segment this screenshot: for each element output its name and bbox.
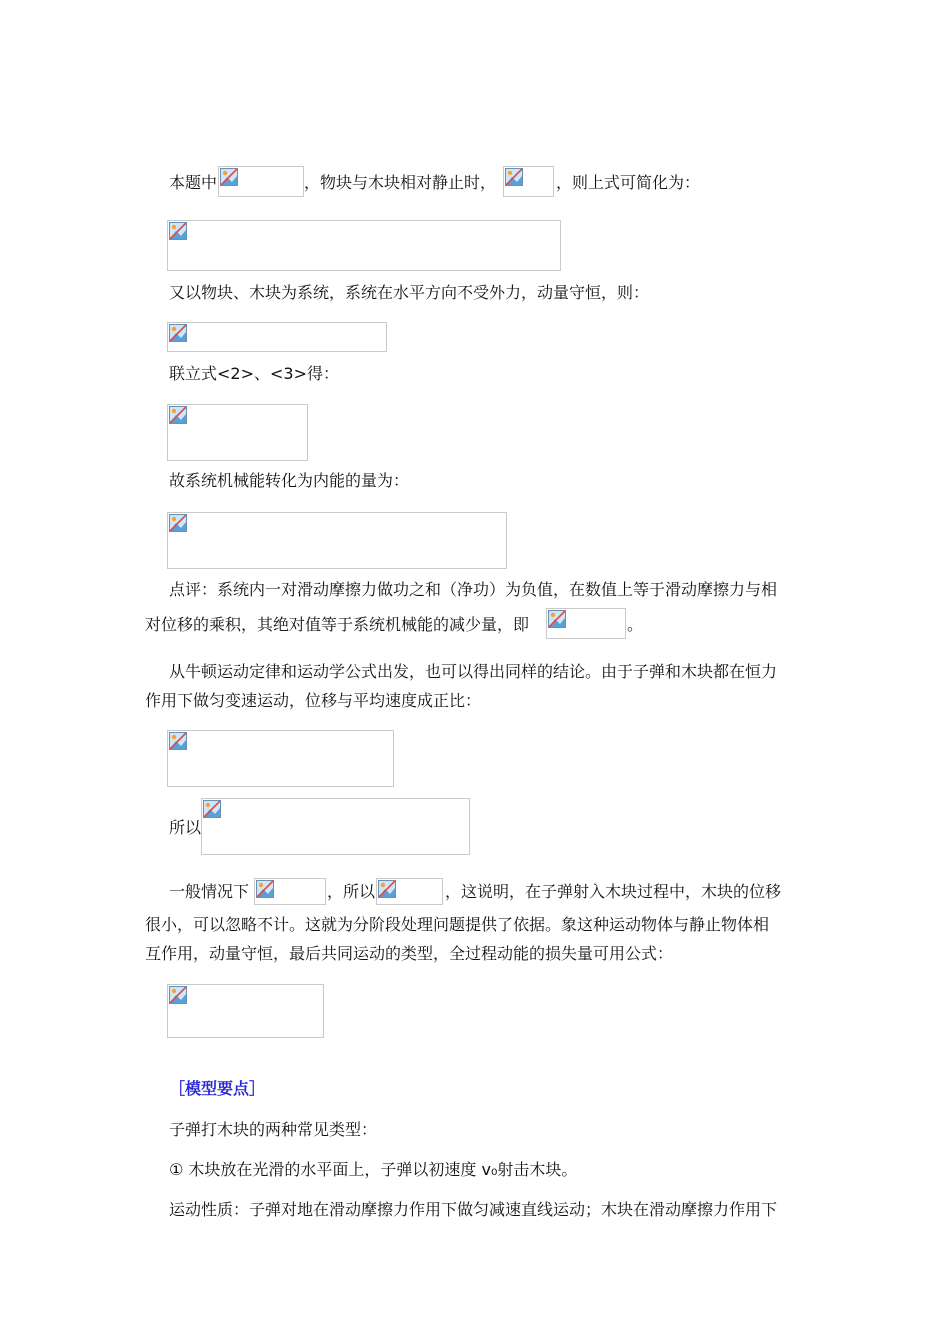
p8-line3: 互作用，动量守恒，最后共同运动的类型，全过程动能的损失量可用公式： [145,944,674,963]
formula-image [254,878,326,905]
p3: 联立式<2>、<3>得： [169,364,339,383]
formula-image [503,166,554,197]
formula-image [546,608,626,639]
formula-image [167,322,387,352]
p2: 又以物块、木块为系统，系统在水平方向不受外力，动量守恒，则： [169,283,650,302]
broken-image-icon [169,324,187,342]
formula-image [201,798,470,855]
p1-post: ，则上式可简化为： [556,173,701,192]
p1-pre: 本题中 [169,173,218,192]
broken-image-icon [169,514,187,532]
p8-pre: 一般情况下 [169,882,250,901]
formula-image [167,220,561,271]
broken-image-icon [256,880,274,898]
p6-line2: 作用下做匀变速运动，位移与平均速度成正比： [145,691,482,710]
p8-line2: 很小，可以忽略不计。这就为分阶段处理问题提供了依据。象这种运动物体与静止物体相 [145,915,770,934]
p9: 子弹打木块的两种常见类型： [169,1120,378,1139]
p4: 故系统机械能转化为内能的量为： [169,471,410,490]
broken-image-icon [505,168,523,186]
formula-image [167,730,394,787]
broken-image-icon [169,406,187,424]
broken-image-icon [169,986,187,1004]
formula-image [167,512,507,569]
p8-mid: ，所以 [327,882,376,901]
p11: 运动性质：子弹对地在滑动摩擦力作用下做匀减速直线运动；木块在滑动摩擦力作用下 [169,1200,778,1219]
p7: 所以 [169,818,202,837]
broken-image-icon [548,610,566,628]
broken-image-icon [169,732,187,750]
formula-image [167,984,324,1038]
broken-image-icon [169,222,187,240]
p5-line2-post: 。 [627,615,644,634]
broken-image-icon [220,168,238,186]
p5-line2-pre: 对位移的乘积，其绝对值等于系统机械能的减少量，即 [145,615,530,634]
p10: ① 木块放在光滑的水平面上，子弹以初速度 v₀射击木块。 [169,1160,578,1179]
p6-line1: 从牛顿运动定律和运动学公式出发，也可以得出同样的结论。由于子弹和木块都在恒力 [169,662,778,681]
broken-image-icon [378,880,396,898]
p5-line1: 点评：系统内一对滑动摩擦力做功之和（净功）为负值，在数值上等于滑动摩擦力与相 [169,580,778,599]
formula-image [218,166,304,197]
broken-image-icon [203,800,221,818]
section-heading: ［模型要点］ [169,1079,266,1098]
p8-post: ，这说明，在子弹射入木块过程中，木块的位移 [445,882,782,901]
p1-mid: ，物块与木块相对静止时， [304,173,497,192]
formula-image [376,878,443,905]
formula-image [167,404,308,461]
